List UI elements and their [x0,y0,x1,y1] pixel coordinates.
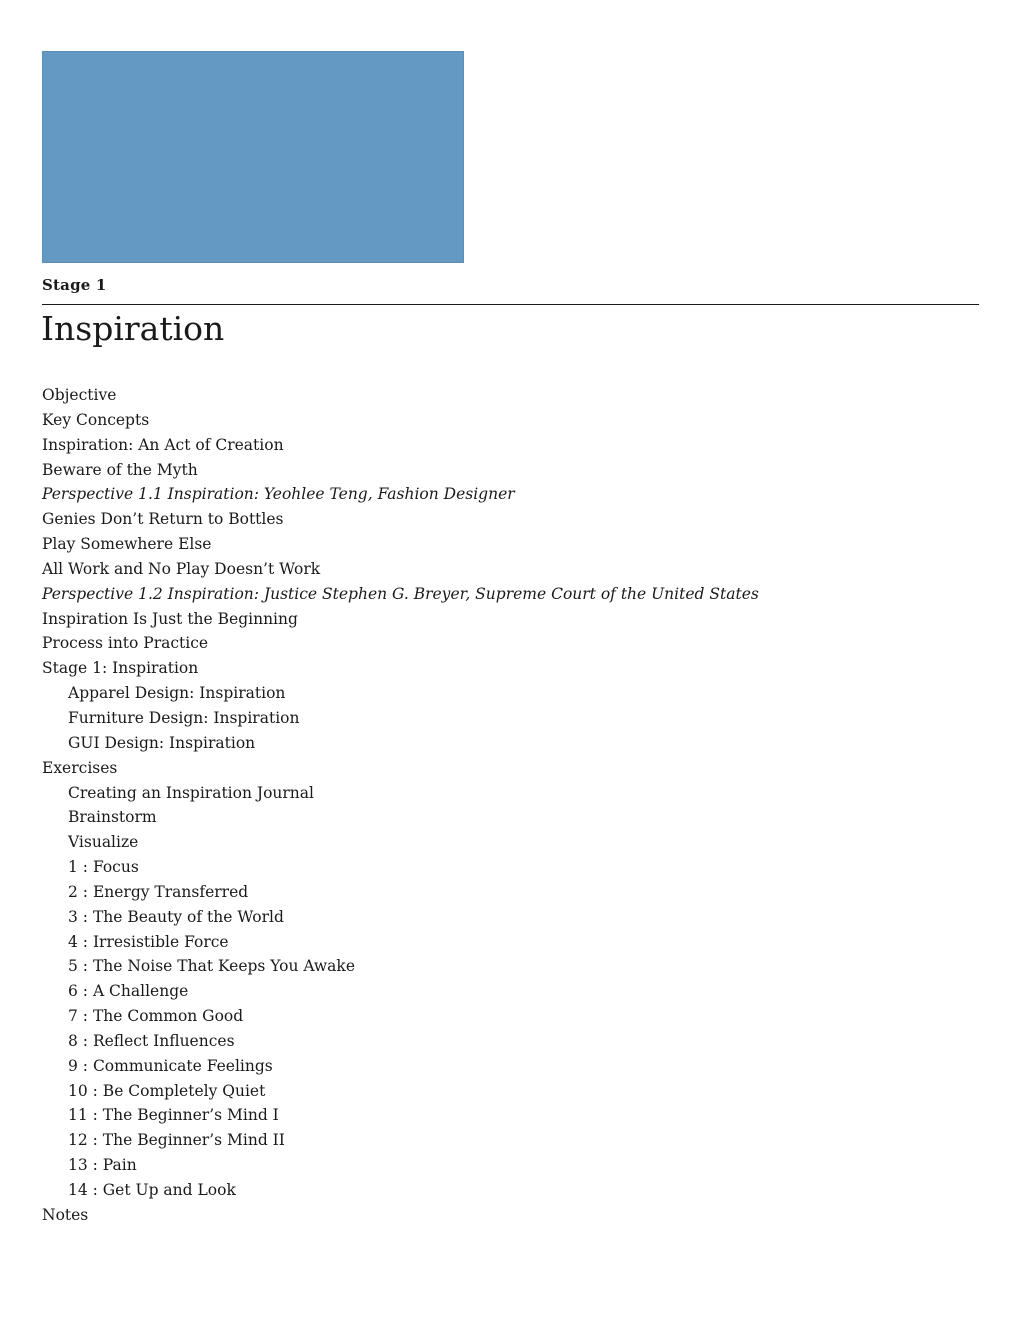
toc-link[interactable]: Key Concepts [42,410,150,429]
toc-link[interactable]: Visualize [68,833,139,852]
toc-link[interactable]: 12 : The Beginner’s Mind II [68,1131,285,1150]
toc-link[interactable]: Perspective 1.1 Inspiration: Yeohlee Teng, Fashion Designer [42,485,515,504]
toc-link[interactable]: Process into Practice [42,634,209,653]
toc-link[interactable]: Objective [42,386,117,404]
chapter-banner-image [42,51,464,263]
toc-link[interactable]: GUI Design: Inspiration [68,733,256,752]
toc-link[interactable]: Beware of the Myth [42,460,198,479]
toc-link[interactable]: Creating an Inspiration Journal [68,783,314,802]
toc-link[interactable]: 3 : The Beauty of the World [68,907,284,926]
toc-link[interactable]: Notes [42,1205,89,1224]
toc-link[interactable]: Genies Don’t Return to Bottles [42,510,284,529]
toc-link[interactable]: 7 : The Common Good [68,1007,244,1026]
toc-link[interactable]: Stage 1: Inspiration [42,659,199,678]
toc-link[interactable]: 14 : Get Up and Look [68,1181,236,1199]
toc-link[interactable]: 8 : Reflect Influences [68,1031,235,1050]
toc-link[interactable]: Perspective 1.2 Inspiration: Justice Stephen G. Breyer, Supreme Court of the United States [42,584,759,603]
toc-link[interactable]: Apparel Design: Inspiration [68,684,286,703]
toc-link[interactable]: 6 : A Challenge [68,982,189,1001]
toc-link[interactable]: 5 : The Noise That Keeps You Awake [68,957,355,976]
toc-link[interactable]: Exercises [42,758,118,777]
toc-link[interactable]: Brainstorm [68,808,157,827]
stage-label: Stage 1 [42,276,107,294]
toc-link[interactable]: 13 : Pain [68,1156,137,1175]
toc-link[interactable]: Inspiration: An Act of Creation [42,435,284,454]
toc-link[interactable]: 11 : The Beginner’s Mind I [68,1106,279,1125]
toc-link[interactable]: All Work and No Play Doesn’t Work [42,559,321,578]
toc-link[interactable]: 1 : Focus [68,858,139,877]
title-divider [42,304,979,305]
toc-link[interactable]: Furniture Design: Inspiration [68,708,300,727]
toc-link[interactable]: 9 : Communicate Feelings [68,1056,273,1075]
table-of-contents [42,383,759,1228]
toc-link[interactable]: Inspiration Is Just the Beginning [42,609,298,628]
toc-link[interactable]: 10 : Be Completely Quiet [68,1081,266,1100]
toc-link[interactable]: 4 : Irresistible Force [68,932,229,951]
page-title: Inspiration [41,309,225,348]
toc-link[interactable]: Play Somewhere Else [42,535,212,554]
toc-link[interactable]: 2 : Energy Transferred [68,882,249,901]
